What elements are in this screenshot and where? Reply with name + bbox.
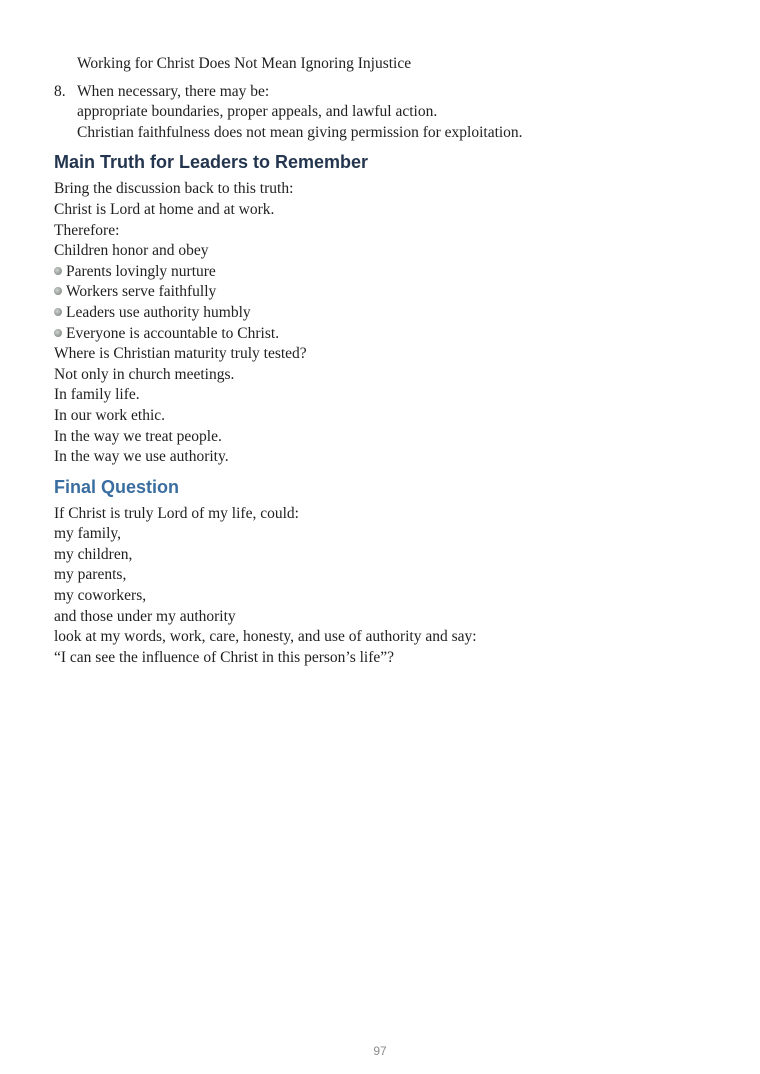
bullet-text: Leaders use authority humbly [66, 303, 251, 321]
text-line: In our work ethic. [54, 406, 166, 424]
bullet-icon [54, 308, 62, 316]
text-line: Not only in church meetings. [54, 365, 235, 383]
final-question-body [54, 504, 734, 669]
bullet-text: Workers serve faithfully [66, 283, 217, 301]
main-truth-body [54, 179, 734, 467]
bullet-text: Everyone is accountable to Christ. [66, 324, 280, 342]
item-line: appropriate boundaries, proper appeals, and lawful action. [77, 103, 438, 121]
bullet-icon [54, 329, 62, 337]
text-line: In the way we use authority. [54, 448, 229, 466]
page-content [54, 54, 734, 668]
text-line: Where is Christian maturity truly tested? [54, 345, 307, 363]
section-title-line: Working for Christ Does Not Mean Ignoring Injustice [77, 55, 412, 72]
text-line: my parents, [54, 566, 127, 584]
main-truth-heading: Main Truth for Leaders to Remember [54, 152, 369, 173]
bullet-icon [54, 267, 62, 275]
bullet-item [54, 303, 734, 324]
bullet-item [54, 324, 734, 345]
item-number: 8. [54, 82, 66, 100]
page-number: 97 [373, 1044, 387, 1058]
text-line: Bring the discussion back to this truth: [54, 180, 294, 198]
text-line: Children honor and obey [54, 242, 209, 260]
text-line: Therefore: [54, 221, 120, 239]
bullet-item [54, 282, 734, 303]
text-line: my coworkers, [54, 587, 147, 605]
text-line: my family, [54, 525, 122, 543]
text-line: In the way we treat people. [54, 427, 222, 445]
item-line: Christian faithfulness does not mean giving permission for exploitation. [77, 123, 523, 141]
item-line: When necessary, there may be: [77, 82, 270, 100]
text-line: “I can see the influence of Christ in this person’s life”? [54, 648, 395, 666]
numbered-item-8 [54, 82, 734, 144]
final-question-heading: Final Question [54, 476, 180, 497]
bullet-text: Parents lovingly nurture [66, 262, 216, 280]
text-line: In family life. [54, 386, 140, 404]
bullet-item [54, 262, 734, 283]
item-body [77, 82, 523, 144]
bullet-icon [54, 287, 62, 295]
text-line: look at my words, work, care, honesty, and use of authority and say: [54, 628, 477, 646]
text-line: my children, [54, 545, 133, 563]
text-line: If Christ is truly Lord of my life, could: [54, 504, 299, 522]
text-line: Christ is Lord at home and at work. [54, 200, 275, 218]
text-line: and those under my authority [54, 607, 236, 625]
